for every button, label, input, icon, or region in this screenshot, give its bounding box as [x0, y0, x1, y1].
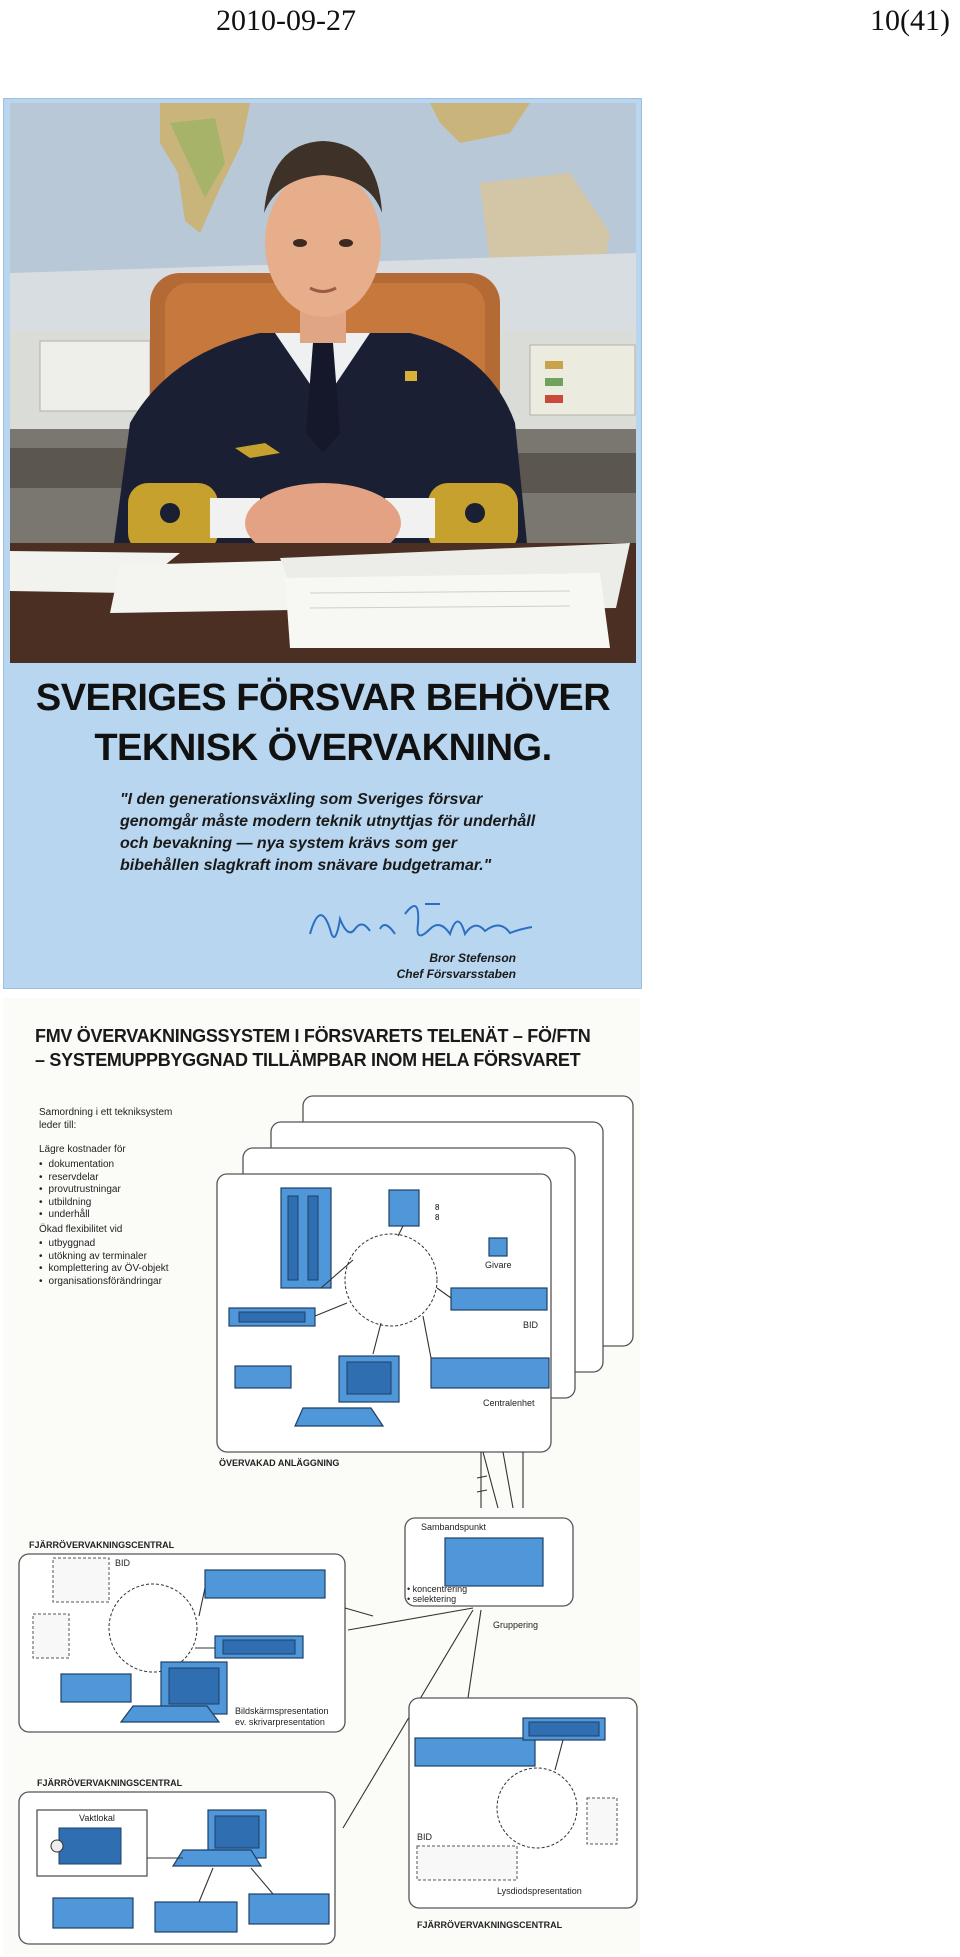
svg-text:8: 8	[435, 1213, 440, 1222]
signature-title: Chef Försvarsstaben	[396, 967, 516, 981]
diagram-intro	[39, 1106, 172, 1132]
poster-headline	[10, 673, 636, 773]
label-central-2: FJÄRRÖVERVAKNINGSCENTRAL	[37, 1778, 183, 1788]
diagram-intro-line-2: leder till:	[39, 1120, 77, 1131]
list-item: • reservdelar	[39, 1172, 121, 1185]
portrait-illustration	[10, 103, 636, 663]
label-sambandspunkt: Sambandspunkt	[421, 1522, 487, 1532]
label-bildskarm-1: Bildskärmspresentation	[235, 1706, 329, 1716]
label-givare: Givare	[485, 1260, 512, 1270]
list-item: • utökning av terminaler	[39, 1251, 169, 1264]
header-page-number: 10(41)	[870, 4, 950, 37]
label-bildskarm-2: ev. skrivarpresentation	[235, 1717, 325, 1727]
diagram-title-line-2: – SYSTEMUPPBYGGNAD TILLÄMPBAR INOM HELA FÖRSVARET	[35, 1050, 581, 1070]
flexibility-list	[39, 1238, 169, 1288]
handwritten-signature	[300, 889, 540, 959]
label-central-1: FJÄRRÖVERVAKNINGSCENTRAL	[29, 1540, 175, 1550]
cost-list	[39, 1159, 121, 1222]
cost-list-heading: Lägre kostnader för	[39, 1144, 126, 1155]
system-diagram	[3, 998, 640, 1954]
diagram-graphics	[3, 998, 640, 1954]
label-overvakad-anlaggning: ÖVERVAKAD ANLÄGGNING	[219, 1458, 340, 1468]
list-item: • provutrustningar	[39, 1184, 121, 1197]
portrait-photo	[10, 103, 636, 663]
label-vaktlokal: Vaktlokal	[79, 1813, 115, 1823]
diagram-title	[35, 1024, 590, 1072]
list-item: • komplettering av ÖV-objekt	[39, 1263, 169, 1276]
label-bid: BID	[523, 1320, 539, 1330]
label-lysdiod: Lysdiodspresentation	[497, 1886, 582, 1896]
label-centralenhet: Centralenhet	[483, 1398, 535, 1408]
list-item: • utbildning	[39, 1197, 121, 1210]
label-bid-2: BID	[115, 1558, 131, 1568]
label-gruppering: Gruppering	[493, 1620, 539, 1630]
label-bid-3: BID	[417, 1832, 433, 1842]
list-item: • underhåll	[39, 1209, 121, 1222]
label-selektering: • selektering	[407, 1594, 457, 1604]
poster-headline-line-2: TEKNISK ÖVERVAKNING.	[94, 727, 552, 769]
list-item: • organisationsförändringar	[39, 1276, 169, 1289]
poster-quote: "I den generationsväxling som Sveriges försvar genomgår måste modern teknik utnyttjas för underhåll och bevakning — nya system krävs som ger bibehållen slagkraft inom snävare budgetramar."	[120, 791, 536, 874]
header-date: 2010-09-27	[216, 4, 356, 37]
poster-headline-line-1: SVERIGES FÖRSVAR BEHÖVER	[35, 677, 611, 719]
diagram-intro-line-1: Samordning i ett tekniksystem	[39, 1107, 173, 1118]
svg-text:8: 8	[435, 1203, 440, 1212]
poster	[3, 98, 642, 989]
signature-name: Bror Stefenson	[429, 951, 516, 965]
flexibility-list-heading: Ökad flexibilitet vid	[39, 1224, 123, 1235]
label-koncentrering: • koncentrering	[407, 1584, 468, 1594]
label-central-3: FJÄRRÖVERVAKNINGSCENTRAL	[417, 1920, 563, 1930]
diagram-title-line-1: FMV ÖVERVAKNINGSSYSTEM I FÖRSVARETS TELENÄT – FÖ/FTN	[35, 1026, 591, 1046]
list-item: • dokumentation	[39, 1159, 121, 1172]
list-item: • utbyggnad	[39, 1238, 169, 1251]
